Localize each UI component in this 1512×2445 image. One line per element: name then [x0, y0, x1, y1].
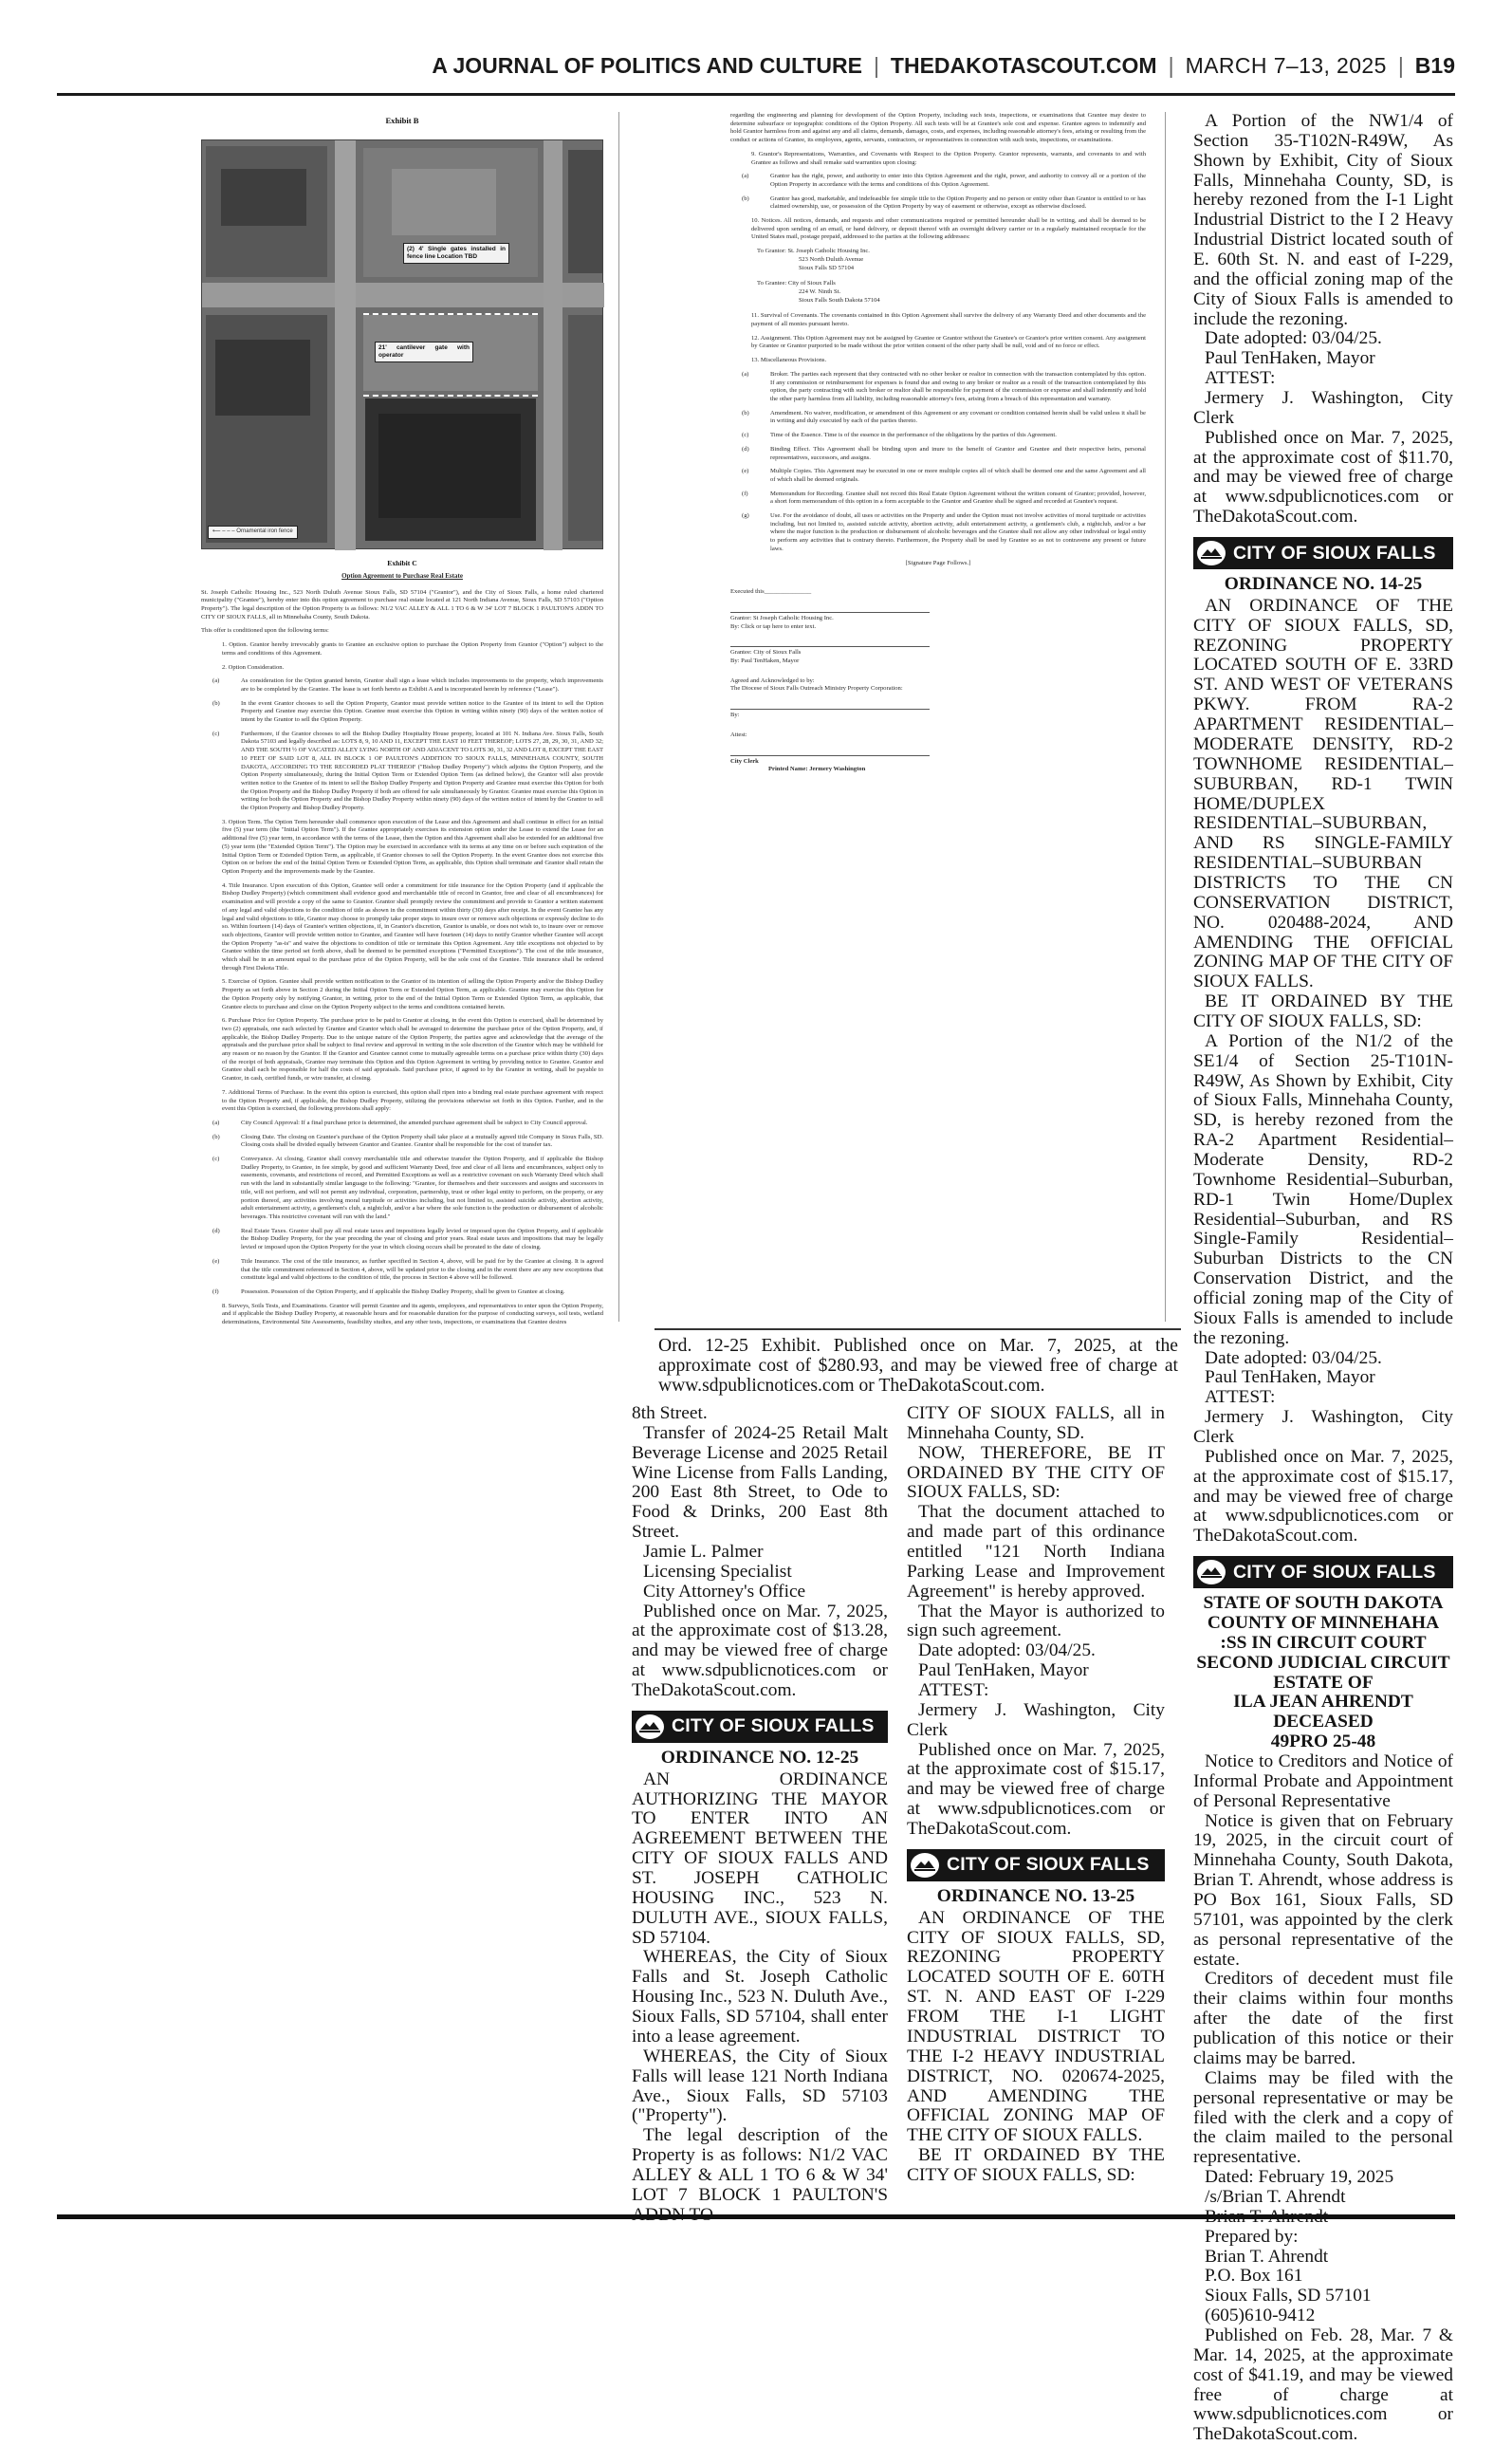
acknowledgement: Agreed and Acknowledged to by: The Diocese of Sioux Falls Outreach Ministry Property Corporation:: [730, 676, 903, 693]
masthead-separator: |: [873, 52, 879, 78]
legend-label: Ornamental iron fence: [236, 528, 293, 535]
clause-13: 13. Miscellaneous Provisions.: [751, 357, 827, 364]
masthead-separator: |: [1168, 52, 1174, 78]
clause-5: 5. Exercise of Option. Grantee shall provide written notification to the Grantor of its intention of selling the Option Property and/or the Bishop Dudley Property as set forth above in Section 2 during the Initial Option Term or Extended Option Term, as applicable. Grantee may exercise this Option for the Option Property only by notifying Grantor, in writing, prior to the end of the Initial Option Term or Extended Option Term, as applicable, that Grantee elects to purchase and close on the Option Property subject to the terms and conditions contained herein.: [222, 978, 603, 1010]
signer-office: City Attorney's Office: [643, 1581, 806, 1602]
city-seal-icon: [1197, 1560, 1226, 1584]
signature-line: /s/Brian T. Ahrendt: [1205, 2186, 1346, 2207]
preparer-phone: (605)610-9412: [1205, 2306, 1316, 2326]
ordinance-heading: ORDINANCE NO. 14-25: [1224, 574, 1423, 595]
diocese-signature: By:: [730, 709, 930, 720]
clause-7e: (e) Title Insurance. The cost of the title insurance, as further specified in Section 4, above, will be paid for by the Grantee at closing. It is agreed that the title commitment referenced in Section 4, above, will be updated prior to the closing and in the event there are any new exceptions that constitute legal and valid objections to the condition of title, the process in Section 4 above will be followed.: [212, 1257, 603, 1282]
notice-text: CITY OF SIOUX FALLS, all in Minnehaha County, SD.: [907, 1403, 1165, 1443]
issue-date: MARCH 7–13, 2025: [1185, 52, 1387, 78]
city-seal-icon: [636, 1714, 664, 1739]
executed-line: Executed this_______________: [730, 588, 812, 596]
clause-10: 10. Notices. All notices, demands, and requests and other communications required or permitted hereunder shall be in writing, and shall be deemed to be delivered upon sending of an email, or hand delivery, or deposit thereof with an overnight delivery carrier or in a regularly maintained receptacle for the United States mail, postage prepaid, addressed to the parties at the following addresses:: [751, 217, 1146, 241]
date-adopted: Date adopted: 03/04/25.: [1205, 1347, 1382, 1368]
date-adopted: Date adopted: 03/04/25.: [1205, 328, 1382, 349]
publication-tagline: A JOURNAL OF POLITICS AND CULTURE: [432, 52, 862, 78]
preparer-address: P.O. Box 161: [1205, 2266, 1303, 2287]
court-heading: COUNTY OF MINNEHAHA: [1207, 1613, 1440, 1634]
clerk-signature: City Clerk Printed Name: Jermery Washington: [730, 755, 930, 774]
signer-title: Licensing Specialist: [643, 1561, 792, 1582]
city-banner: [632, 1711, 888, 1743]
banner-label: CITY OF SIOUX FALLS: [672, 1715, 875, 1737]
ordain-clause: NOW, THEREFORE, BE IT ORDAINED BY THE CITY OF SIOUX FALLS, SD:: [907, 1442, 1165, 1503]
decedent-name: ILA JEAN AHRENDT: [1233, 1692, 1413, 1713]
cantilever-callout: 21' cantilever gate with operator: [375, 342, 473, 362]
clause-3: 3. Option Term. The Option Term hereunder shall commence upon execution of the Lease and this Agreement and shall continue in effect for an initial five (5) year term (the "Initial Option Term"). If the Grantee appropriately exercises its extension option under the Lease to extend the Lease for an additional five (5) year term, in accordance with the terms of the Lease, then the Option and this Agreement shall also be extended for an additional five (5) year term (the "Extended Option Term"). The Option may be exercised in accordance with its terms at any time on or before such expiration of the Initial Option Term or Extended Option Term, as applicable, if Grantor chooses to sell the Option Property. In the event Grantee does not exercise this Option on or before the end of the Initial Option Term or Extended Option Term, as applicable, this Option shall terminate and Grantor shall retain the Option Property and the improvements made by the Grantee.: [222, 818, 603, 875]
clause-1: 1. Option. Grantor hereby irrevocably grants to Grantee an exclusive option to purchase the Option Property from Grantor ("Option") subject to the terms and conditions of this Agreement.: [222, 641, 603, 657]
prepared-by-label: Prepared by:: [1205, 2226, 1299, 2247]
map-legend: [208, 526, 298, 539]
clause-9: 9. Grantor's Representations, Warranties, and Covenants with Respect to the Option Property. Grantor represents, warrants, and covenants to and with Grantee as follows and shall remake said warranties upon closing:: [751, 150, 1146, 166]
option-agreement-page-1: [201, 112, 603, 2199]
banner-label: CITY OF SIOUX FALLS: [947, 1854, 1150, 1876]
column-divider: [618, 112, 619, 1322]
clause-2b: (b) In the event Grantor chooses to sell the Option Property, Grantor must provide written notice to the Grantee of its intent to sell the Option Property and Grantee may exercise this Option. Grantee must exercise this Option in writing within ninety (90) days of the written notice of intent by the Grantor to sell the Option Property.: [212, 699, 603, 724]
clause-9b: (b) Grantor has good, marketable, and indefeasible fee simple title to the Option Property and no person or entity other than Grantor is entitled to or has claimed ownership, use, or possession of the Option Property by way of easement or otherwise, except as otherwise disclosed.: [742, 194, 1146, 211]
header-rule: [57, 93, 1455, 96]
rezoning-text: A Portion of the N1/2 of the SE1/4 of Section 25-T101N-R49W, As Shown by Exhibit, City of Sioux Falls, Minnehaha County, SD, is hereby rezoned from the RA-2 Apartment Residential–Moderate Density, RD-2 Townhome Residential–Suburban, RD-1 Twin Home/Duplex Residential–Suburban, and RS Single-Family Residential–Suburban Districts to the CN Conservation District, and the official zoning map of the City of Sioux Falls is amended to include the rezoning.: [1193, 1030, 1453, 1348]
city-banner: [907, 1849, 1165, 1881]
court-heading: DECEASED: [1273, 1712, 1374, 1732]
clause-8-continued: regarding the engineering and planning for development of the Option Property, including such tests, inspections, or examinations that Grantee may desire to determine subsurface or topographic conditions of the Option Property. All such tests will be at Grantee's sole cost and expense. Grantee agrees to indemnify and hold Grantor harmless from and against any and all claims, demands, damages, costs, and expenses, including reasonable attorney's fees, arising or resulting from the conduct or actions of Grantee, its employees, agents, servants, contractors, or representatives in connection with such tests, inspections, or examinations.: [730, 112, 1146, 144]
ordain-clause: BE IT ORDAINED BY THE CITY OF SIOUX FALLS, SD:: [1193, 991, 1453, 1031]
exhibit-b-label: Exhibit B: [385, 116, 419, 125]
banner-label: CITY OF SIOUX FALLS: [1233, 1561, 1436, 1583]
clause-13c: (c) Time of the Essence. Time is of the essence in the performance of the obligations by the parties of this Agreement.: [742, 432, 1057, 439]
publication-note: Published once on Mar. 7, 2025, at the approximate cost of $15.17, and may be viewed free of charge at www.sdpublicnotices.com or TheDakotaScout.com.: [907, 1739, 1165, 1840]
court-heading: ESTATE OF: [1273, 1672, 1374, 1693]
option-agreement-page-2: [730, 112, 1146, 1331]
clause-13a: (a) Broker. The parties each represent that they contracted with no other broker or realtor in connection with the transaction contemplated by this option. If any commission or reimbursement for expenses is found due and owing to any broker or realtor as a result of the transaction contemplated by this option, the party contracting with such broker or realtor shall be responsible for payment of the commission or expense and shall indemnify and hold the other party harmless from all liability, including reasonable attorney's fees, arising from a breach of this representation and warranty.: [742, 370, 1146, 402]
masthead: [57, 42, 1455, 89]
mayor-name: Paul TenHaken, Mayor: [1205, 1367, 1375, 1388]
city-seal-icon: [1197, 541, 1226, 565]
city-banner: [1193, 1556, 1453, 1588]
grantee-signature: Grantee: City of Sioux Falls By: Paul TenHaken, Mayor: [730, 646, 930, 665]
clerk-name: Jermery J. Washington, City Clerk: [907, 1699, 1165, 1740]
footer-rule: [57, 2214, 1455, 2219]
dated-line: Dated: February 19, 2025: [1205, 2167, 1394, 2188]
page-number: B19: [1414, 52, 1455, 78]
notice-text: 8th Street.: [632, 1403, 708, 1423]
clause-13e: (e) Multiple Copies. This Agreement may be executed in one or more multiple copies all of which shall be deemed one and the same Agreement and all of which shall be deemed originals.: [742, 468, 1146, 483]
aerial-site-photo: [201, 139, 603, 549]
date-adopted: Date adopted: 03/04/25.: [918, 1640, 1096, 1661]
dashed-line-icon: ⟵ – – –: [212, 528, 235, 535]
notice-text: Transfer of 2024-25 Retail Malt Beverage License and 2025 Retail Wine License from Falls Landing, 200 East 8th Street, to Ode to Food & Drinks, 200 East 8th Street.: [632, 1422, 888, 1543]
clause-2: 2. Option Consideration.: [222, 663, 285, 671]
clause-12: 12. Assignment. This Option Agreement may not be assigned by Grantee or Grantor without the Grantee's or Grantor's prior written consent. Any assignment by Grantee or Grantor purported to be made without the prior written consent of the other party shall be null, void and of no force or effect.: [751, 334, 1146, 350]
caption-rule: [655, 1328, 1181, 1330]
clause-6: 6. Purchase Price for Option Property. The purchase price to be paid to Grantor at closing, in the event this Option is exercised, shall be determined by two (2) appraisals, one each selected by Grantee and Grantor which shall be averaged to determine the purchase price of the Option Property, and, if applicable, the Bishop Dudley Property. Due to the unique nature of the Option Property, the parties agree and acknowledge that the average of the appraisals and the purchase price shall be subject to final review and approval in writing in the sole discretion of the Grantor which may be withheld for any reason or no reason by the Grantor. If the Grantor and Grantee cannot come to mutually agreeable terms on a purchase price within thirty (30) days of the receipt of both appraisals, Grantee may terminate this Option and this Option Agreement in writing by providing notice to Grantee. Grantor and Grantee shall each be responsible for half the costs of said appraisals. Said purchase price, if agreed to by the Grantor in writing, shall be payable to Grantor, in cash, certified funds, or wire transfer, at closing.: [222, 1017, 603, 1083]
website-link[interactable]: THEDAKOTASCOUT.COM: [890, 52, 1157, 78]
attest-label: ATTEST:: [1205, 368, 1276, 389]
clause-7: 7. Additional Terms of Purchase. In the event this option is exercised, this option shall ripen into a binding real estate purchase agreement with respect to the Option Property and, if applicable, the Bishop Dudley Property, utilizing the provisions otherwise set forth in this Option. Further, and in the event this Option is exercised, the following provisions shall apply:: [222, 1088, 603, 1113]
notice-text: That the Mayor is authorized to sign such agreement.: [907, 1601, 1165, 1641]
notice-column-a: [632, 1404, 888, 2206]
notice-text: Claims may be filed with the personal representative or may be filed with the clerk and a copy of the claim mailed to the personal representative.: [1193, 2067, 1453, 2168]
exhibit-c-label: Exhibit C: [387, 559, 417, 568]
publication-note: Published on Feb. 28, Mar. 7 & Mar. 14, 2025, at the approximate cost of $41.19, and may be viewed free of charge at www.sdpublicnotices.com or TheDakotaScout.com.: [1193, 2325, 1453, 2445]
clause-13d: (d) Binding Effect. This Agreement shall be binding upon and inure to the benefit of Grantor and Grantee and their respective heirs, personal representatives, successors, and assigns.: [742, 445, 1146, 461]
clerk-name: Jermery J. Washington, City Clerk: [1193, 1407, 1453, 1447]
agreement-intro: St. Joseph Catholic Housing Inc., 523 North Duluth Avenue Sioux Falls, SD 57104 ("Grantor"), and the City of Sioux Falls, a home ruled chartered municipality ("Grantee"), hereby enter into this option agreement to purchase real estate located at 121 North Indiana Avenue, Sioux Falls, SD 57103 ("Option Property"). The legal description of the Option Property is as follows: N1/2 VAC ALLEY & ALL 1 TO 6 & W 34' LOT 7 BLOCK 1 PAULTON'S ADDN TO CITY OF SIOUX FALLS, all in Minnehaha County, South Dakota.: [201, 588, 603, 621]
notice-text: That the document attached to and made part of this ordinance entitled "121 North Indiana Parking Lease and Improvement Agreement" is hereby approved.: [907, 1502, 1165, 1602]
clause-2c: (c) Furthermore, if the Grantor chooses to sell the Bishop Dudley Hospitality House property, located at 101 N. Indiana Ave. Sioux Falls, South Dakota 57103 and legally described as: LOTS 8, 9, 10 AND 11, EXCEPT THE EAST 10 FEET THEREOF; LOTS 27, 28, 29, 30, 31, AND 32; AND THE SOUTH ½ OF VACATED ALLEY LYING NORTH OF AND ADJACENT TO LOTS 30, 31, 32 AND LOT 8, EXCEPT THE EAST 10 FEET OF SAID LOT 8, ALL IN BLOCK 1 OF PAULTON'S ADDITION TO SIOUX FALLS, MINNEHAHA COUNTY, SOUTH DAKOTA, ACCORDING TO THE RECORDED PLAT THEREOF ("Bishop Dudley Property") which adjoins the Option Property, and the Option Property simultaneously, during the Initial Option Term or Extended Option Term (as defined below), the Grantor will also provide written notice to the Grantee of its intent to sell the Bishop Dudley Property and Option Property and Grantee must exercise this Option for both the Option Property and the Bishop Dudley Property if both are offered for sale simultaneously by Grantor. Grantee must exercise this Option in writing for both the Option Property and the Bishop Dudley Property within ninety (90) days of the written notice of intent by the Grantor to sell the Option Property and Bishop Dudley Property.: [212, 730, 603, 812]
ordinance-title: AN ORDINANCE OF THE CITY OF SIOUX FALLS, SD, REZONING PROPERTY LOCATED SOUTH OF E. 60TH ST. N. AND EAST OF I-229 FROM THE I-1 LIGHT INDUSTRIAL DISTRICT TO THE I-2 HEAVY INDUSTRIAL DISTRICT, NO. 020674-2025, AND AMENDING THE OFFICIAL ZONING MAP OF THE CITY OF SIOUX FALLS.: [907, 1907, 1165, 2146]
clause-7b: (b) Closing Date. The closing on Grantee's purchase of the Option Property shall take place at a mutually agreed title Company in Sioux Falls, SD. Closing costs shall be divided equally between Grantor and Grantee. Grantor shall be responsible for the cost of transfer tax.: [212, 1133, 603, 1149]
legal-description: The legal description of the Property is as follows: N1/2 VAC ALLEY & ALL 1 TO 6 & W 34' LOT 7 BLOCK 1 PAULTON'S: [632, 2125, 888, 2205]
agreement-title: Option Agreement to Purchase Real Estate: [341, 572, 463, 581]
exhibit-caption: Ord. 12-25 Exhibit. Published once on Mar. 7, 2025, at the approximate cost of $280.93, and may be viewed free of charge at www.sdpublicnotices.com or TheDakotaScout.com.: [658, 1336, 1178, 1397]
ordinance-heading: ORDINANCE NO. 13-25: [936, 1885, 1135, 1906]
clause-13b: (b) Amendment. No waiver, modification, or amendment of this Agreement or any covenant or condition contained herein shall be valid unless it shall be in writing and duly executed by each of the parties thereto.: [742, 409, 1146, 425]
preparer-city: Sioux Falls, SD 57101: [1205, 2286, 1372, 2306]
whereas-clause: WHEREAS, the City of Sioux Falls will lease 121 North Indiana Ave., Sioux Falls, SD 57103 ("Property").: [632, 2046, 888, 2126]
rezoning-text: A Portion of the NW1/4 of Section 35-T102N-R49W, As Shown by Exhibit, City of Sioux Falls, Minnehaha County, SD, is hereby rezoned from the I-1 Light Industrial District to the I 2 Heavy Industrial District located south of E. 60th St. N. and east of I-229, and the official zoning map of the City of Sioux Falls is amended to include the rezoning.: [1193, 111, 1453, 329]
ordinance-title: AN ORDINANCE AUTHORIZING THE MAYOR TO ENTER INTO AN AGREEMENT BETWEEN THE CITY OF SIOUX FALLS AND ST. JOSEPH CATHOLIC HOUSING INC., 523 N. DULUTH AVE., SIOUX FALLS, SD 57104.: [632, 1769, 888, 1948]
clause-13f: (f) Memorandum for Recording. Grantee shall not record this Real Estate Option Agreement without the written consent of Grantor; provided, however, a short form memorandum of this option in a form acceptable to the Grantor and Grantee shall be signed and recorded at Grantee's request.: [742, 490, 1146, 506]
clause-11: 11. Survival of Covenants. The covenants contained in this Option Agreement shall survive the delivery of any Warranty Deed and other documents and the payment of all monies pursuant hereto.: [751, 312, 1146, 328]
clerk-name: Jermery J. Washington, City Clerk: [1193, 388, 1453, 428]
notice-text: Creditors of decedent must file their claims within four months after the date of the first publication of this notice or their claims may be barred.: [1193, 1969, 1453, 2068]
attest-label: ATTEST:: [1205, 1387, 1276, 1408]
clause-13g: (g) Use. For the avoidance of doubt, all uses or activities on the Property and under the Option must not involve activities of moral turpitude or activities including, but not limited to, assisted suicide activity, abortion activity, adult entertainment activity, a gentlemen's club, a nightclub, and/or a bar where the major function is the production or disbursement of alcoholic beverages and the Grantee shall not allow any other individual or legal entity to perform any activities that is contrary thereto. Furthermore, the Property shall be used by Grantee so as not to contravene any present or future laws.: [742, 512, 1146, 552]
ordinance-heading: ORDINANCE NO. 12-25: [660, 1747, 859, 1768]
notice-column-b: [907, 1404, 1165, 2206]
banner-label: CITY OF SIOUX FALLS: [1233, 542, 1436, 564]
signature-follows: [Signature Page Follows.]: [905, 559, 971, 566]
court-heading: SECOND JUDICIAL CIRCUIT: [1196, 1652, 1450, 1673]
mayor-name: Paul TenHaken, Mayor: [1205, 348, 1375, 369]
attest-label: ATTEST:: [918, 1680, 989, 1701]
grantee-address: To Grantee: City of Sioux Falls 224 W. Ninth St. Sioux Falls South Dakota 57104: [757, 280, 880, 304]
court-heading: STATE OF SOUTH DAKOTA: [1203, 1593, 1444, 1614]
clause-7d: (d) Real Estate Taxes. Grantor shall pay all real estate taxes and impositions legally levied or imposed upon the Option Property, and if applicable the Bishop Dudley Property, for the year preceding the year of closing and prior years. Real estate taxes and impositions that may be legally levied or imposed upon the Option Property for the year in which closing occurs shall be prorated to the date of closing.: [212, 1227, 603, 1251]
whereas-clause: WHEREAS, the City of Sioux Falls and St. Joseph Catholic Housing Inc., 523 N. Duluth Ave., Sioux Falls, SD 57104, shall enter into a lease agreement.: [632, 1947, 888, 2047]
agreement-condition: This offer is conditioned upon the following terms:: [201, 627, 329, 635]
preparer-name: Brian T. Ahrendt: [1205, 2246, 1329, 2267]
ordain-clause: BE IT ORDAINED BY THE CITY OF SIOUX FALLS, SD:: [907, 2145, 1165, 2185]
grantor-signature: Grantor: St Joseph Catholic Housing Inc. By: Click or tap here to enter text.: [730, 612, 930, 631]
clause-8: 8. Surveys, Soils Tests, and Examinations. Grantor will permit Grantee and its agents, employees, and representatives to enter upon the Option Property, and if applicable the Bishop Dudley Property, at reasonable hours and for reasonable duration for the purpose of conducting surveys, soil tests, wetland determinations, Environmental Site Assessments, feasibility studies, and any other tests, inspections, or examinations that Grantee desires: [222, 1302, 603, 1326]
publication-note: Published once on Mar. 7, 2025, at the approximate cost of $11.70, and may be viewed free of charge at www.sdpublicnotices.com or TheDakotaScout.com.: [1193, 427, 1453, 528]
grantor-address: To Grantor: St. Joseph Catholic Housing Inc. 523 North Duluth Avenue Sioux Falls SD 57104: [757, 248, 870, 271]
signer-name: Jamie L. Palmer: [643, 1542, 764, 1563]
clause-9a: (a) Grantor has the right, power, and authority to enter into this Option Agreement and the right, power, and authority to convey all or a portion of the Option Property in accordance with the terms and conditions of this Option Agreement.: [742, 173, 1146, 188]
clause-7f: (f) Possession. Possession of the Option Property, and if applicable the Bishop Dudley Property, shall be given to Grantee at closing.: [212, 1287, 565, 1295]
clause-7a: (a) City Council Approval: If a final purchase price is determined, the amended purchase agreement shall be subject to City Council approval.: [212, 1119, 588, 1126]
attest-line: Attest:: [730, 731, 747, 738]
court-heading: :SS IN CIRCUIT COURT: [1220, 1632, 1427, 1653]
notice-column-c: [1193, 111, 1453, 2445]
case-number: 49PRO 25-48: [1270, 1732, 1376, 1752]
city-seal-icon: [911, 1853, 939, 1878]
publication-note: Published once on Mar. 7, 2025, at the approximate cost of $13.28, and may be viewed free of charge at www.sdpublicnotices.com or TheDakotaScout.com.: [632, 1601, 888, 1701]
column-divider: [1165, 112, 1166, 1322]
clause-7c: (c) Conveyance. At closing, Grantor shall convey merchantable title and otherwise transfer the Option Property, and if applicable the Bishop Dudley Property, to Grantee, in fee simple, by good and sufficient Warranty Deed, free and clear of all liens and encumbrances, subject only to easements, covenants, and restrictions of record, and Permitted Exceptions as well as a restrictive covenant on such Warranty Deed which shall run with the land in substantially similar language to the following: "Grantee, for themselves and their successors and assigns and successors in title, will not perform, and will not permit any individual, corporation, partnership, trust or other legal entity to perform, on the property, or any portion thereof, any activities involving moral turpitude or activities including, but not limited to, assisted suicide activity, abortion activity, adult entertainment activity, a gentlemen's club, a nightclub, and/or a bar where the sole function is the production or disbursement of alcoholic beverages. This restrictive covenant will run with the land.": [212, 1156, 603, 1220]
clause-4: 4. Title Insurance. Upon execution of this Option, Grantee will order a commitment for title insurance for the Option Property (and if applicable the Bishop Dudley Property) (which commitment shall evidence good and merchantable title of record in Grantor, free and clear of all encumbrances) for examination and will provide a copy of the same to Grantor. Grantor shall promptly review the commitment and provide to Grantor a written statement of any legal and valid objections to the condition of title as shown in the commitment within thirty (30) days after receipt. In the event Grantee has any legal and valid objections to title, Grantor may choose to promptly take proper steps to insure over or remove such objections or expressly decline to do so. Within fourteen (14) days of Grantee's written objections, if, in Grantor's discretion, Grantor is unable, or does not wish to, to insure over or remove such objections, Grantor will provide written notice to Grantee, and Grantee will have fourteen (14) days to notify Grantor whether Grantee will accept the Option Property "as-is" and waive the objections to condition of title or terminate this Option Agreement. Any title exceptions not objected to by Grantee within the time period set forth above, shall be deemed to be permitted exceptions ("Permitted Exceptions"). The cost of the title insurance, which shall be in an amount equal to the purchase price of the Option Property, will be the sole cost of the Grantee. Title insurance shall be ordered through First Dakota Title.: [222, 881, 603, 972]
notice-title: Notice to Creditors and Notice of Informal Probate and Appointment of Personal Representative: [1193, 1751, 1453, 1811]
masthead-separator: |: [1397, 52, 1404, 78]
city-banner: [1193, 537, 1453, 569]
notice-text: Notice is given that on February 19, 2025, in the circuit court of Minnehaha County, South Dakota, Brian T. Ahrendt, whose address is PO Box 161, Sioux Falls, SD 57101, was appointed by the clerk as personal representative of the estate.: [1193, 1810, 1453, 1970]
ordinance-title: AN ORDINANCE OF THE CITY OF SIOUX FALLS, SD, REZONING PROPERTY LOCATED SOUTH OF E. 33RD ST. AND WEST OF VETERANS PKWY. FROM RA-2 APARTMENT RESIDENTIAL–MODERATE DENSITY, RD-2 TOWNHOME RESIDENTIAL–SUBURBAN, RD-1 TWIN HOME/DUPLEX RESIDENTIAL–SUBURBAN, AND RS SINGLE-FAMILY RESIDENTIAL–SUBURBAN DISTRICTS TO THE CN CONSERVATION DISTRICT, NO. 020488-2024, AND AMENDING THE OFFICIAL ZONING MAP OF THE CITY OF SIOUX FALLS.: [1193, 595, 1453, 992]
mayor-name: Paul TenHaken, Mayor: [918, 1660, 1089, 1681]
publication-note: Published once on Mar. 7, 2025, at the approximate cost of $15.17, and may be viewed free of charge at www.sdpublicnotices.com or TheDakotaScout.com.: [1193, 1446, 1453, 1547]
gate-callout: (2) 4' Single gates installed in fence line Location TBD: [403, 243, 509, 264]
clause-2a: (a) As consideration for the Option granted herein, Grantor shall sign a lease which includes improvements to the property, which improvements are to be completed by the Grantee. The lease is set forth hereto as Exhibit A and is incorporated herein by reference ("Lease").: [212, 677, 603, 693]
